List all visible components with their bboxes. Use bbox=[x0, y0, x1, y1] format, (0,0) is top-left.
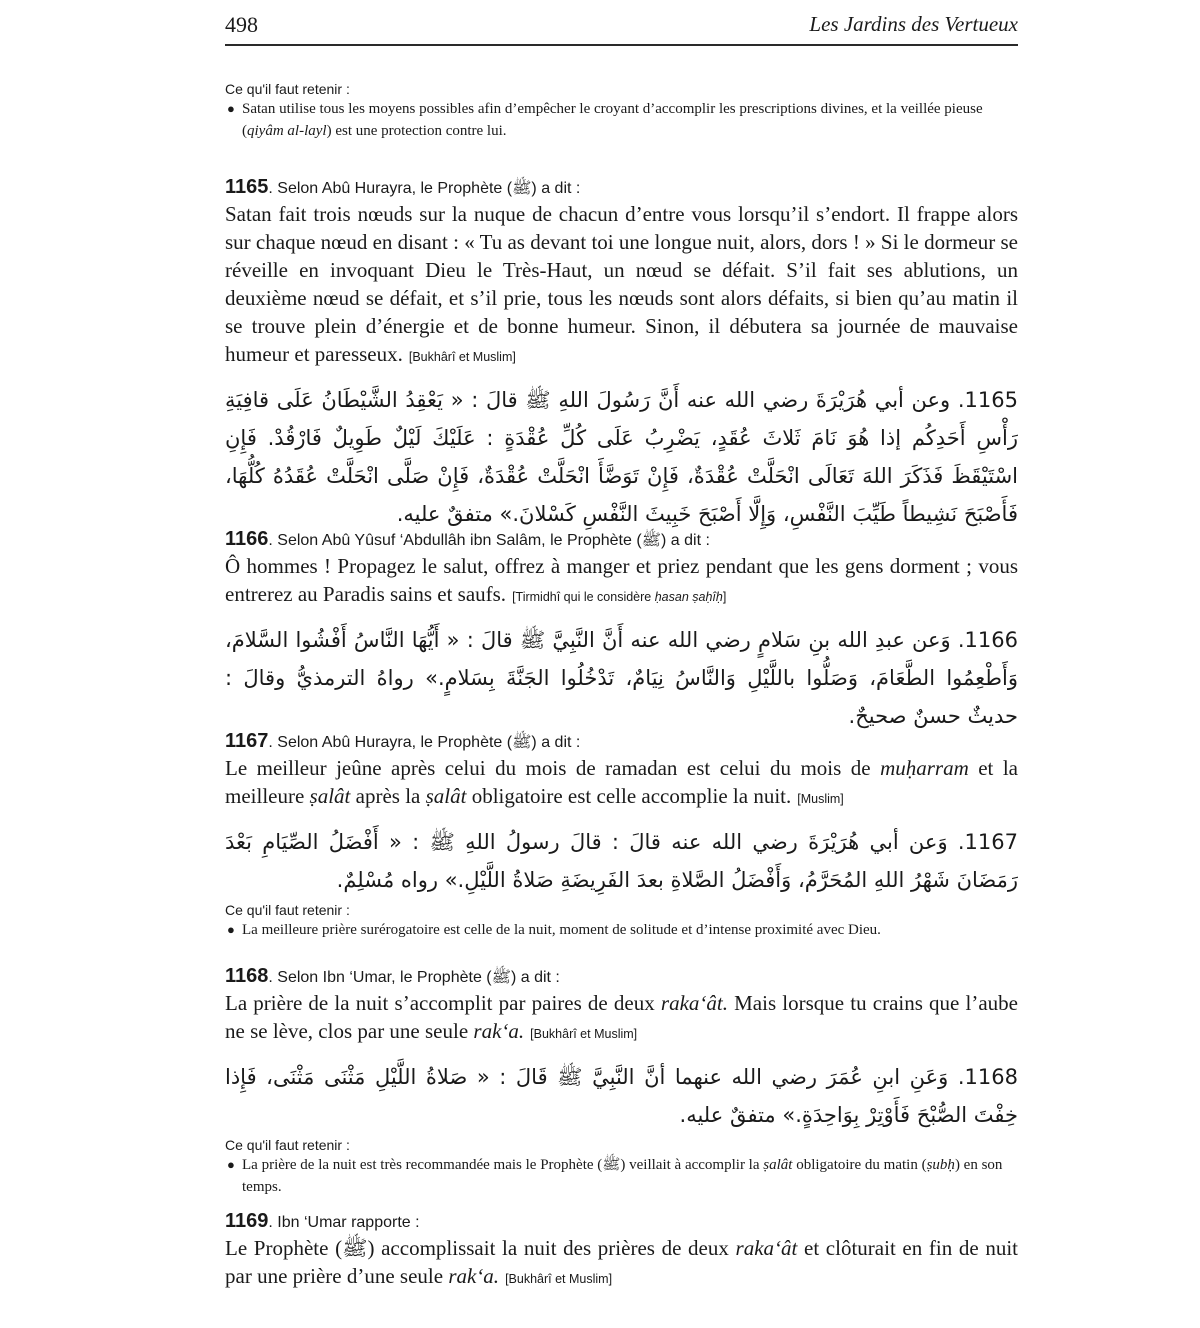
key-points-label: Ce qu'il faut retenir : bbox=[225, 1137, 350, 1153]
hadith-heading bbox=[225, 176, 1018, 200]
hadith-source: [Bukhârî et Muslim] bbox=[505, 1272, 613, 1286]
italic-term: muḥarram bbox=[880, 756, 969, 780]
hadith-french-text: Satan fait trois nœuds sur la nuque de chacun d’entre vous lorsqu’il s’endort. Il frappe alors sur chaque nœud en disant : « Tu as devant toi une longue nuit, alors, dors ! » Si le dormeur se réveille en invoquant Dieu le Très-Haut, un nœud se défait. S’il fait ses ablutions, un deuxième nœud se défait, et s’il prie, tous les nœuds sont alors défaits, si bien qu’au matin il se trouve plein d’énergie et de bonne humeur. Sinon, il débutera sa journée de mauvaise humeur et paresseux. [Bukhârî et Muslim] bbox=[225, 202, 1018, 366]
hadith-1165 bbox=[225, 176, 1018, 533]
text-run: après la bbox=[350, 784, 426, 808]
italic-term: ṣalât bbox=[309, 784, 351, 808]
text-run: Le Prophète (ﷺ) accomplissait la nuit des prières de deux bbox=[225, 1236, 736, 1260]
italic-term: raka‘ât bbox=[735, 1236, 798, 1260]
hadith-1167 bbox=[225, 730, 1018, 941]
key-point-item: ● La meilleure prière surérogatoire est celle de la nuit, moment de solitude et d’intense proximité avec Dieu. bbox=[225, 919, 1018, 941]
key-points-label: Ce qu'il faut retenir : bbox=[225, 81, 350, 97]
hadith-heading bbox=[225, 730, 1018, 754]
hadith-number: 1169 bbox=[225, 1210, 269, 1232]
hadith-arabic-text: 1166. وَعن عبدِ الله بنِ سَلامٍ رضي الله عنه أَنَّ النَّبِيَّ ﷺ قالَ : « أَيُّهَا النَّاسُ أَفْشُوا السَّلامَ، وَأَطْعِمُوا الطَّعَامَ، وَصَلُّوا باللَّيْلِ وَالنَّاسُ نِيَامٌ، تَدْخُلُوا الجَنَّةَ بِسَلامٍ.» رواهُ الترمذيُّ وقالَ : حديثٌ حسنٌ صحيحٌ. bbox=[225, 628, 1018, 728]
hadith-french-text: Ô hommes ! Propagez le salut, offrez à manger et priez pendant que les gens dorment ; vous entrerez au Paradis sains et saufs. [Tirmidhî qui le considère ḥasan ṣaḥîḥ] bbox=[225, 554, 1018, 606]
hadith-arabic-text: 1168. وَعَنِ ابنِ عُمَرَ رضي الله عنهما أنَّ النَّبِيَّ ﷺ قَالَ : « صَلاةُ اللَّيْلِ مَثْنَى مَثْنَى، فَإِذا خِفْتَ الصُّبْحَ فَأَوْتِرْ بِوَاحِدَةٍ.» متفقٌ عليه. bbox=[225, 1065, 1018, 1127]
hadith-source: [Bukhârî et Muslim] bbox=[408, 350, 516, 364]
hadith-narrator: . Selon Ibn ‘Umar, le Prophète (ﷺ) a dit : bbox=[268, 969, 560, 986]
running-header bbox=[225, 0, 1018, 46]
hadith-french-text bbox=[225, 754, 1018, 813]
italic-term: ṣalât bbox=[425, 784, 467, 808]
hadith-source: [Tirmidhî qui le considère ḥasan ṣaḥîḥ] bbox=[512, 590, 727, 604]
hadith-narrator: . Ibn ‘Umar rapporte : bbox=[268, 1214, 420, 1231]
hadith-narrator: . Selon Abû Hurayra, le Prophète (ﷺ) a dit : bbox=[268, 734, 581, 751]
key-points-box bbox=[225, 1136, 1018, 1198]
hadith-narrator: . Selon Abû Yûsuf ‘Abdullâh ibn Salâm, le Prophète (ﷺ) a dit : bbox=[268, 532, 710, 549]
hadith-number: 1167 bbox=[225, 730, 269, 752]
hadith-number: 1166 bbox=[225, 528, 269, 550]
hadith-arabic-text: 1165. وعن أبي هُرَيْرَةَ رضي الله عنه أَنَّ رَسُولَ اللهِ ﷺ قالَ : « يَعْقِدُ الشَّيْطَانُ عَلَى قافِيَةِ رَأْسِ أَحَدِكُم إذا هُوَ نَامَ ثَلاثَ عُقَدٍ، يَضْرِبُ عَلَى كُلِّ عُقْدَةٍ : عَلَيْكَ لَيْلٌ طَوِيلٌ فَارْقُدْ. فَإِنِ اسْتَيْقَظَ فَذَكَرَ اللهَ تَعَالَى انْحَلَّتْ عُقْدَةٌ، فَإِنْ تَوَضَّأَ انْحَلَّتْ عُقْدَةٌ، فَإِنْ صَلَّى انْحَلَّتْ عُقَدُهُ كُلُّهَا، فَأَصْبَحَ نَشِيطاً طَيِّبَ النَّفْسِ، وَإِلَّا أَصْبَحَ خَبِيثَ النَّفْسِ كَسْلانَ.» متفقٌ عليه. bbox=[225, 388, 1018, 526]
hadith-narrator: . Selon Abû Hurayra, le Prophète (ﷺ) a dit : bbox=[268, 180, 581, 197]
text-run: La prière de la nuit s’accomplit par paires de deux bbox=[225, 991, 661, 1015]
bullet-icon: ● bbox=[227, 101, 235, 116]
book-title: Les Jardins des Vertueux bbox=[809, 12, 1018, 36]
text-run: obligatoire est celle accomplie la nuit. bbox=[466, 784, 792, 808]
hadith-french-text bbox=[225, 1234, 1018, 1293]
key-point-item: ● Satan utilise tous les moyens possibles afin d’empêcher le croyant d’accomplir les prescriptions divines, et la veillée pieuse (qiyâm al-layl) est une protection contre lui. bbox=[225, 98, 1018, 142]
book-page bbox=[225, 0, 1019, 1288]
hadith-french-text bbox=[225, 989, 1018, 1048]
italic-term: rak‘a. bbox=[448, 1264, 500, 1288]
key-points-label: Ce qu'il faut retenir : bbox=[225, 902, 350, 918]
key-points-box bbox=[225, 901, 1018, 941]
hadith-1168 bbox=[225, 965, 1018, 1198]
text-run: Mais lorsque tu crains que l’aube ne se lève, clos par une seule bbox=[225, 991, 1018, 1043]
page-number: 498 bbox=[225, 12, 258, 37]
key-point-item: ● La prière de la nuit est très recommandée mais le Prophète (ﷺ) veillait à accomplir la ṣalât obligatoire du matin (ṣubḥ) en son temps. bbox=[225, 1154, 1018, 1198]
bullet-icon: ● bbox=[227, 1157, 235, 1172]
italic-term: rak‘a. bbox=[473, 1019, 525, 1043]
hadith-heading bbox=[225, 528, 1018, 552]
hadith-number: 1165 bbox=[225, 176, 269, 198]
hadith-1169 bbox=[225, 1210, 1018, 1293]
text-run: Le meilleur jeûne après celui du mois de ramadan est celui du mois de bbox=[225, 756, 881, 780]
hadith-source: [Bukhârî et Muslim] bbox=[530, 1027, 638, 1041]
italic-term: raka‘ât. bbox=[660, 991, 728, 1015]
text-run: et la meilleure bbox=[225, 756, 1019, 808]
hadith-heading bbox=[225, 1210, 1018, 1234]
hadith-source: [Muslim] bbox=[797, 792, 844, 806]
hadith-number: 1168 bbox=[225, 965, 269, 987]
hadith-arabic-text: 1167. وَعن أبي هُرَيْرَةَ رضي الله عنه قالَ : قالَ رسولُ اللهِ ﷺ : « أَفْضَلُ الصِّيَامِ بَعْدَ رَمَضَانَ شَهْرُ اللهِ المُحَرَّمُ، وَأَفْضَلُ الصَّلاةِ بعدَ الفَرِيضَةِ صَلاةُ اللَّيْلِ.» رواه مُسْلِمٌ. bbox=[225, 830, 1018, 892]
text-run: et clôturait en fin de nuit par une prière d’une seule bbox=[225, 1236, 1018, 1288]
hadith-heading bbox=[225, 965, 1018, 989]
bullet-icon: ● bbox=[227, 922, 235, 937]
hadith-1166 bbox=[225, 528, 1018, 735]
key-points-box bbox=[225, 80, 1018, 142]
